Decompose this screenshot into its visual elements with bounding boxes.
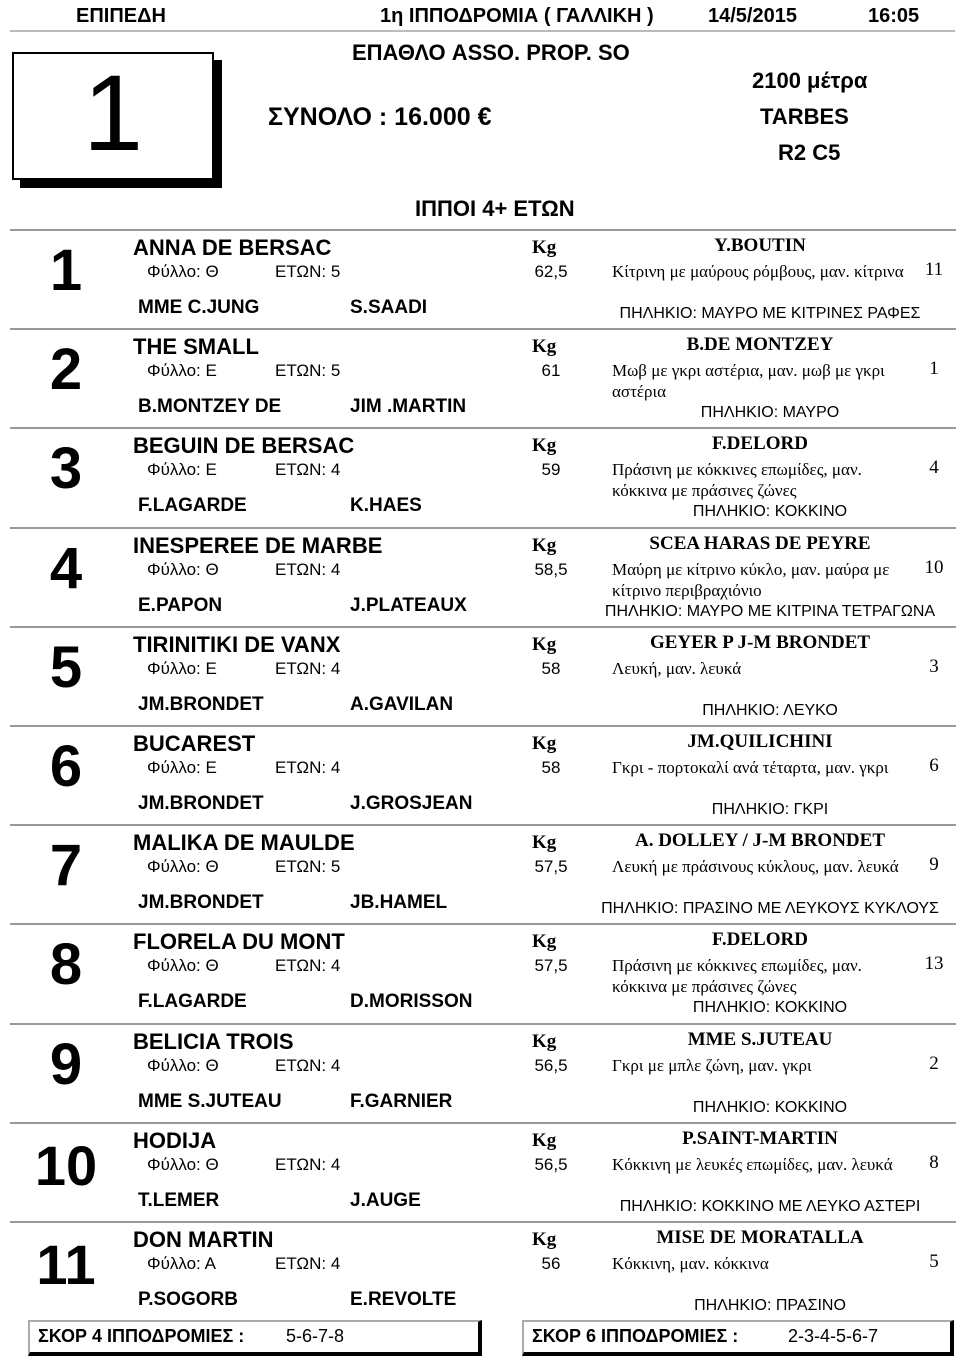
horse-age: ΕΤΩΝ: 4 <box>275 956 341 976</box>
horse-name: BELICIA TROIS <box>133 1028 294 1054</box>
horse-owner: Y.BOUTIN <box>714 235 806 256</box>
score4-label: ΣΚΟΡ 4 ΙΠΠΟΔΡΟΜΙΕΣ : <box>38 1326 245 1346</box>
horse-name: DON MARTIN <box>133 1227 274 1252</box>
horse-sex: Φύλλο: Θ <box>147 1055 219 1075</box>
horse-trainer: B.MONTZEY DE <box>138 396 282 418</box>
race-date: 14/5/2015 <box>708 5 797 27</box>
horse-colors: Κίτρινη με μαύρους ρόμβους, μαν. κίτρινα <box>612 262 904 281</box>
horse-number: 8 <box>49 932 83 998</box>
horse-age: ΕΤΩΝ: 4 <box>275 1154 341 1174</box>
horse-name: INESPEREE DE MARBE <box>133 532 383 558</box>
horse-colors: Γκρι - πορτοκαλί ανά τέταρτα, μαν. γκρι <box>612 758 889 777</box>
horse-weight: 58 <box>541 758 561 777</box>
kg-label: Kg <box>532 633 557 655</box>
kg-label: Kg <box>532 237 557 258</box>
race-venue: TARBES <box>760 104 849 129</box>
horse-colors: Μωβ με γκρι αστέρια, μαν. μωβ με γκρι αστέρια <box>612 361 885 402</box>
horse-helmet: ΠΗΛΗΚΙΟ: ΚΟΚΚΙΝΟ <box>692 999 848 1017</box>
horse-name: MALIKA DE MAULDE <box>133 830 355 856</box>
horse-sex: Φύλλο: Α <box>147 1254 216 1273</box>
horse-helmet: ΠΗΛΗΚΙΟ: ΠΡΑΣΙΝΟ <box>694 1297 846 1314</box>
kg-label: Kg <box>532 435 557 457</box>
horse-sex: Φύλλο: Θ <box>147 956 219 976</box>
horse-colors: Πράσινη με κόκκινες επωμίδες, μαν. κόκκινα με πράσινες ζώνες <box>612 956 862 997</box>
horse-colors: Λευκή με πράσινους κύκλους, μαν. λευκά <box>612 857 899 877</box>
horse-jockey: JIM .MARTIN <box>350 396 467 418</box>
horse-jockey: J.PLATEAUX <box>350 594 467 616</box>
kg-label: Kg <box>532 931 557 953</box>
score6-label: ΣΚΟΡ 6 ΙΠΠΟΔΡΟΜΙΕΣ : <box>532 1326 739 1346</box>
horse-sex: Φύλλο: Ε <box>147 460 217 480</box>
header-bar <box>10 2 955 32</box>
horse-sex: Φύλλο: Θ <box>147 262 219 281</box>
race-number: 1 <box>82 52 144 173</box>
horse-owner: F.DELORD <box>712 929 808 951</box>
horse-age: ΕΤΩΝ: 5 <box>275 361 341 381</box>
horse-row <box>10 427 956 526</box>
horse-post: 2 <box>929 1052 939 1074</box>
horse-number: 9 <box>49 1031 83 1097</box>
horse-trainer: T.LEMER <box>138 1189 220 1211</box>
horse-age: ΕΤΩΝ: 5 <box>275 262 341 281</box>
horse-row <box>10 527 956 626</box>
horse-number: 3 <box>49 436 83 502</box>
horse-owner: F.DELORD <box>712 433 808 455</box>
horse-helmet: ΠΗΛΗΚΙΟ: ΚΟΚΚΙΝΟ ΜΕ ΛΕΥΚΟ ΑΣΤΕΡΙ <box>619 1197 921 1215</box>
horse-jockey: A.GAVILAN <box>350 693 454 715</box>
kg-label: Kg <box>532 1129 557 1151</box>
horse-colors: Μαύρη με κίτρινο κύκλο, μαν. μαύρα με κίτρινο περιβραχιόνιο <box>612 559 890 600</box>
age-condition: ΙΠΠΟΙ 4+ ΕΤΩΝ <box>415 196 575 221</box>
horse-owner: JM.QUILICHINI <box>687 731 833 752</box>
horse-trainer: F.LAGARDE <box>138 495 247 517</box>
horse-age: ΕΤΩΝ: 4 <box>275 658 341 678</box>
horse-owner: B.DE MONTZEY <box>686 334 834 356</box>
horse-row <box>10 229 956 328</box>
horse-post: 8 <box>929 1151 939 1173</box>
horse-colors: Λευκή, μαν. λευκά <box>612 658 742 678</box>
horse-age: ΕΤΩΝ: 4 <box>275 1254 341 1273</box>
horse-number: 11 <box>36 1233 96 1296</box>
horse-post: 10 <box>924 556 944 578</box>
horse-number: 1 <box>49 238 83 303</box>
horse-owner: P.SAINT-MARTIN <box>682 1127 838 1149</box>
horse-weight: 58 <box>541 658 561 678</box>
score4-box <box>28 1320 482 1356</box>
kg-label: Kg <box>532 832 557 854</box>
horse-helmet: ΠΗΛΗΚΙΟ: ΛΕΥΚΟ <box>702 701 838 719</box>
horse-jockey: D.MORISSON <box>350 991 473 1013</box>
horse-helmet: ΠΗΛΗΚΙΟ: ΓΚΡΙ <box>711 801 829 818</box>
horse-colors: Κόκκινη με λευκές επωμίδες, μαν. λευκά <box>612 1154 893 1174</box>
horse-name: THE SMALL <box>133 334 259 360</box>
horse-age: ΕΤΩΝ: 4 <box>275 1055 341 1075</box>
horse-sex: Φύλλο: Θ <box>147 857 219 877</box>
race-time: 16:05 <box>868 5 920 27</box>
horse-weight: 57,5 <box>534 956 568 976</box>
horse-weight: 56,5 <box>534 1055 568 1075</box>
horse-helmet: ΠΗΛΗΚΙΟ: ΚΟΚΚΙΝΟ <box>692 503 848 521</box>
score6-value: 2-3-4-5-6-7 <box>788 1326 879 1346</box>
horse-name: HODIJA <box>133 1127 217 1153</box>
horse-helmet: ΠΗΛΗΚΙΟ: ΠΡΑΣΙΝΟ ΜΕ ΛΕΥΚΟΥΣ ΚΥΚΛΟΥΣ <box>601 900 939 918</box>
horse-post: 13 <box>924 953 944 975</box>
horse-owner: A. DOLLEY / J-M BRONDET <box>634 830 885 852</box>
kg-label: Kg <box>532 336 557 358</box>
horse-post: 9 <box>929 854 939 876</box>
score4-value: 5-6-7-8 <box>286 1326 345 1346</box>
horse-colors: Πράσινη με κόκκινες επωμίδες, μαν. κόκκινα με πράσινες ζώνες <box>612 460 862 501</box>
horse-post: 6 <box>929 755 939 776</box>
horse-name: TIRINITIKI DE VANX <box>133 631 341 657</box>
horse-sex: Φύλλο: Θ <box>147 1154 219 1174</box>
horse-owner: GEYER P J-M BRONDET <box>649 631 871 653</box>
horse-owner: MME S.JUTEAU <box>687 1028 833 1050</box>
horse-helmet: ΠΗΛΗΚΙΟ: ΜΑΥΡΟ ΜΕ ΚΙΤΡΙΝΕΣ ΡΑΦΕΣ <box>619 305 921 322</box>
horse-weight: 56 <box>541 1254 561 1273</box>
horse-number: 6 <box>49 734 83 799</box>
kg-label: Kg <box>532 733 557 754</box>
horse-number: 7 <box>49 833 83 899</box>
horse-trainer: F.LAGARDE <box>138 991 247 1013</box>
horse-age: ΕΤΩΝ: 5 <box>275 857 341 877</box>
horse-row <box>10 626 956 725</box>
horse-row <box>10 328 956 427</box>
horse-jockey: K.HAES <box>350 495 422 517</box>
horse-jockey: E.REVOLTE <box>350 1289 457 1310</box>
horse-weight: 59 <box>541 460 561 480</box>
horse-weight: 56,5 <box>534 1154 568 1174</box>
horse-weight: 58,5 <box>534 559 568 579</box>
horse-helmet: ΠΗΛΗΚΙΟ: ΜΑΥΡΟ <box>700 404 840 422</box>
horse-owner: MISE DE MORATALLA <box>656 1227 864 1248</box>
horse-jockey: J.GROSJEAN <box>350 793 473 814</box>
horse-sex: Φύλλο: Ε <box>147 758 217 777</box>
horse-owner: SCEA HARAS DE PEYRE <box>649 532 871 554</box>
horse-row <box>10 1023 956 1122</box>
horse-weight: 62,5 <box>534 262 568 281</box>
horse-age: ΕΤΩΝ: 4 <box>275 758 341 777</box>
horse-sex: Φύλλο: Ε <box>147 658 217 678</box>
prize-total: ΣΥΝΟΛΟ : 16.000 € <box>268 103 492 131</box>
horse-post: 4 <box>929 457 939 479</box>
horse-trainer: E.PAPON <box>138 594 223 616</box>
horse-age: ΕΤΩΝ: 4 <box>275 559 341 579</box>
kg-label: Kg <box>532 1229 557 1250</box>
horse-helmet: ΠΗΛΗΚΙΟ: ΜΑΥΡΟ ΜΕ ΚΙΤΡΙΝΑ ΤΕΤΡΑΓΩΝΑ <box>604 602 936 620</box>
horse-jockey: F.GARNIER <box>350 1090 453 1112</box>
horse-age: ΕΤΩΝ: 4 <box>275 460 341 480</box>
kg-label: Kg <box>532 1030 557 1052</box>
horse-weight: 57,5 <box>534 857 568 877</box>
horse-name: ANNA DE BERSAC <box>133 235 332 260</box>
horse-trainer: MME C.JUNG <box>138 297 260 318</box>
horse-trainer: JM.BRONDET <box>138 793 264 814</box>
prize-name: ΕΠΑΘΛΟ ASSO. PROP. SO <box>352 40 630 65</box>
horse-row <box>10 725 956 824</box>
horse-name: BEGUIN DE BERSAC <box>133 433 355 459</box>
horse-sex: Φύλλο: Ε <box>147 361 217 381</box>
horse-jockey: S.SAADI <box>350 297 428 318</box>
horse-row <box>10 923 956 1022</box>
horse-name: FLORELA DU MONT <box>133 929 345 955</box>
horse-helmet: ΠΗΛΗΚΙΟ: ΚΟΚΚΙΝΟ <box>692 1098 848 1116</box>
horse-number: 4 <box>49 535 83 601</box>
horse-post: 11 <box>924 259 944 280</box>
race-distance: 2100 μέτρα <box>752 68 868 93</box>
horse-sex: Φύλλο: Θ <box>147 559 219 579</box>
horse-colors: Γκρι με μπλε ζώνη, μαν. γκρι <box>612 1055 812 1075</box>
horse-trainer: MME S.JUTEAU <box>138 1090 282 1112</box>
horse-number: 2 <box>49 337 83 403</box>
horse-post: 3 <box>929 655 939 677</box>
section-label: ΕΠΙΠΕΔΗ <box>76 5 166 27</box>
horse-post: 5 <box>929 1251 939 1272</box>
horse-row <box>10 1122 956 1221</box>
horse-name: BUCAREST <box>133 731 256 756</box>
horse-jockey: J.AUGE <box>350 1189 421 1211</box>
race-title: 1η ΙΠΠΟΔΡΟΜΙΑ ( ΓΑΛΛΙΚΗ ) <box>380 5 654 27</box>
horse-trainer: JM.BRONDET <box>138 693 264 715</box>
horse-colors: Κόκκινη, μαν. κόκκινα <box>612 1254 769 1273</box>
horse-trainer: JM.BRONDET <box>138 892 264 914</box>
horse-number: 10 <box>34 1133 98 1197</box>
horse-post: 1 <box>929 358 939 380</box>
race-number-box <box>12 52 214 180</box>
horse-weight: 61 <box>541 361 561 381</box>
horse-number: 5 <box>49 634 83 700</box>
score6-box <box>522 1320 954 1356</box>
kg-label: Kg <box>532 534 557 556</box>
horse-jockey: JB.HAMEL <box>350 892 448 914</box>
horse-row <box>10 824 956 923</box>
horse-row <box>10 1221 956 1320</box>
race-code: R2 C5 <box>778 140 841 165</box>
horse-trainer: P.SOGORB <box>138 1289 238 1310</box>
